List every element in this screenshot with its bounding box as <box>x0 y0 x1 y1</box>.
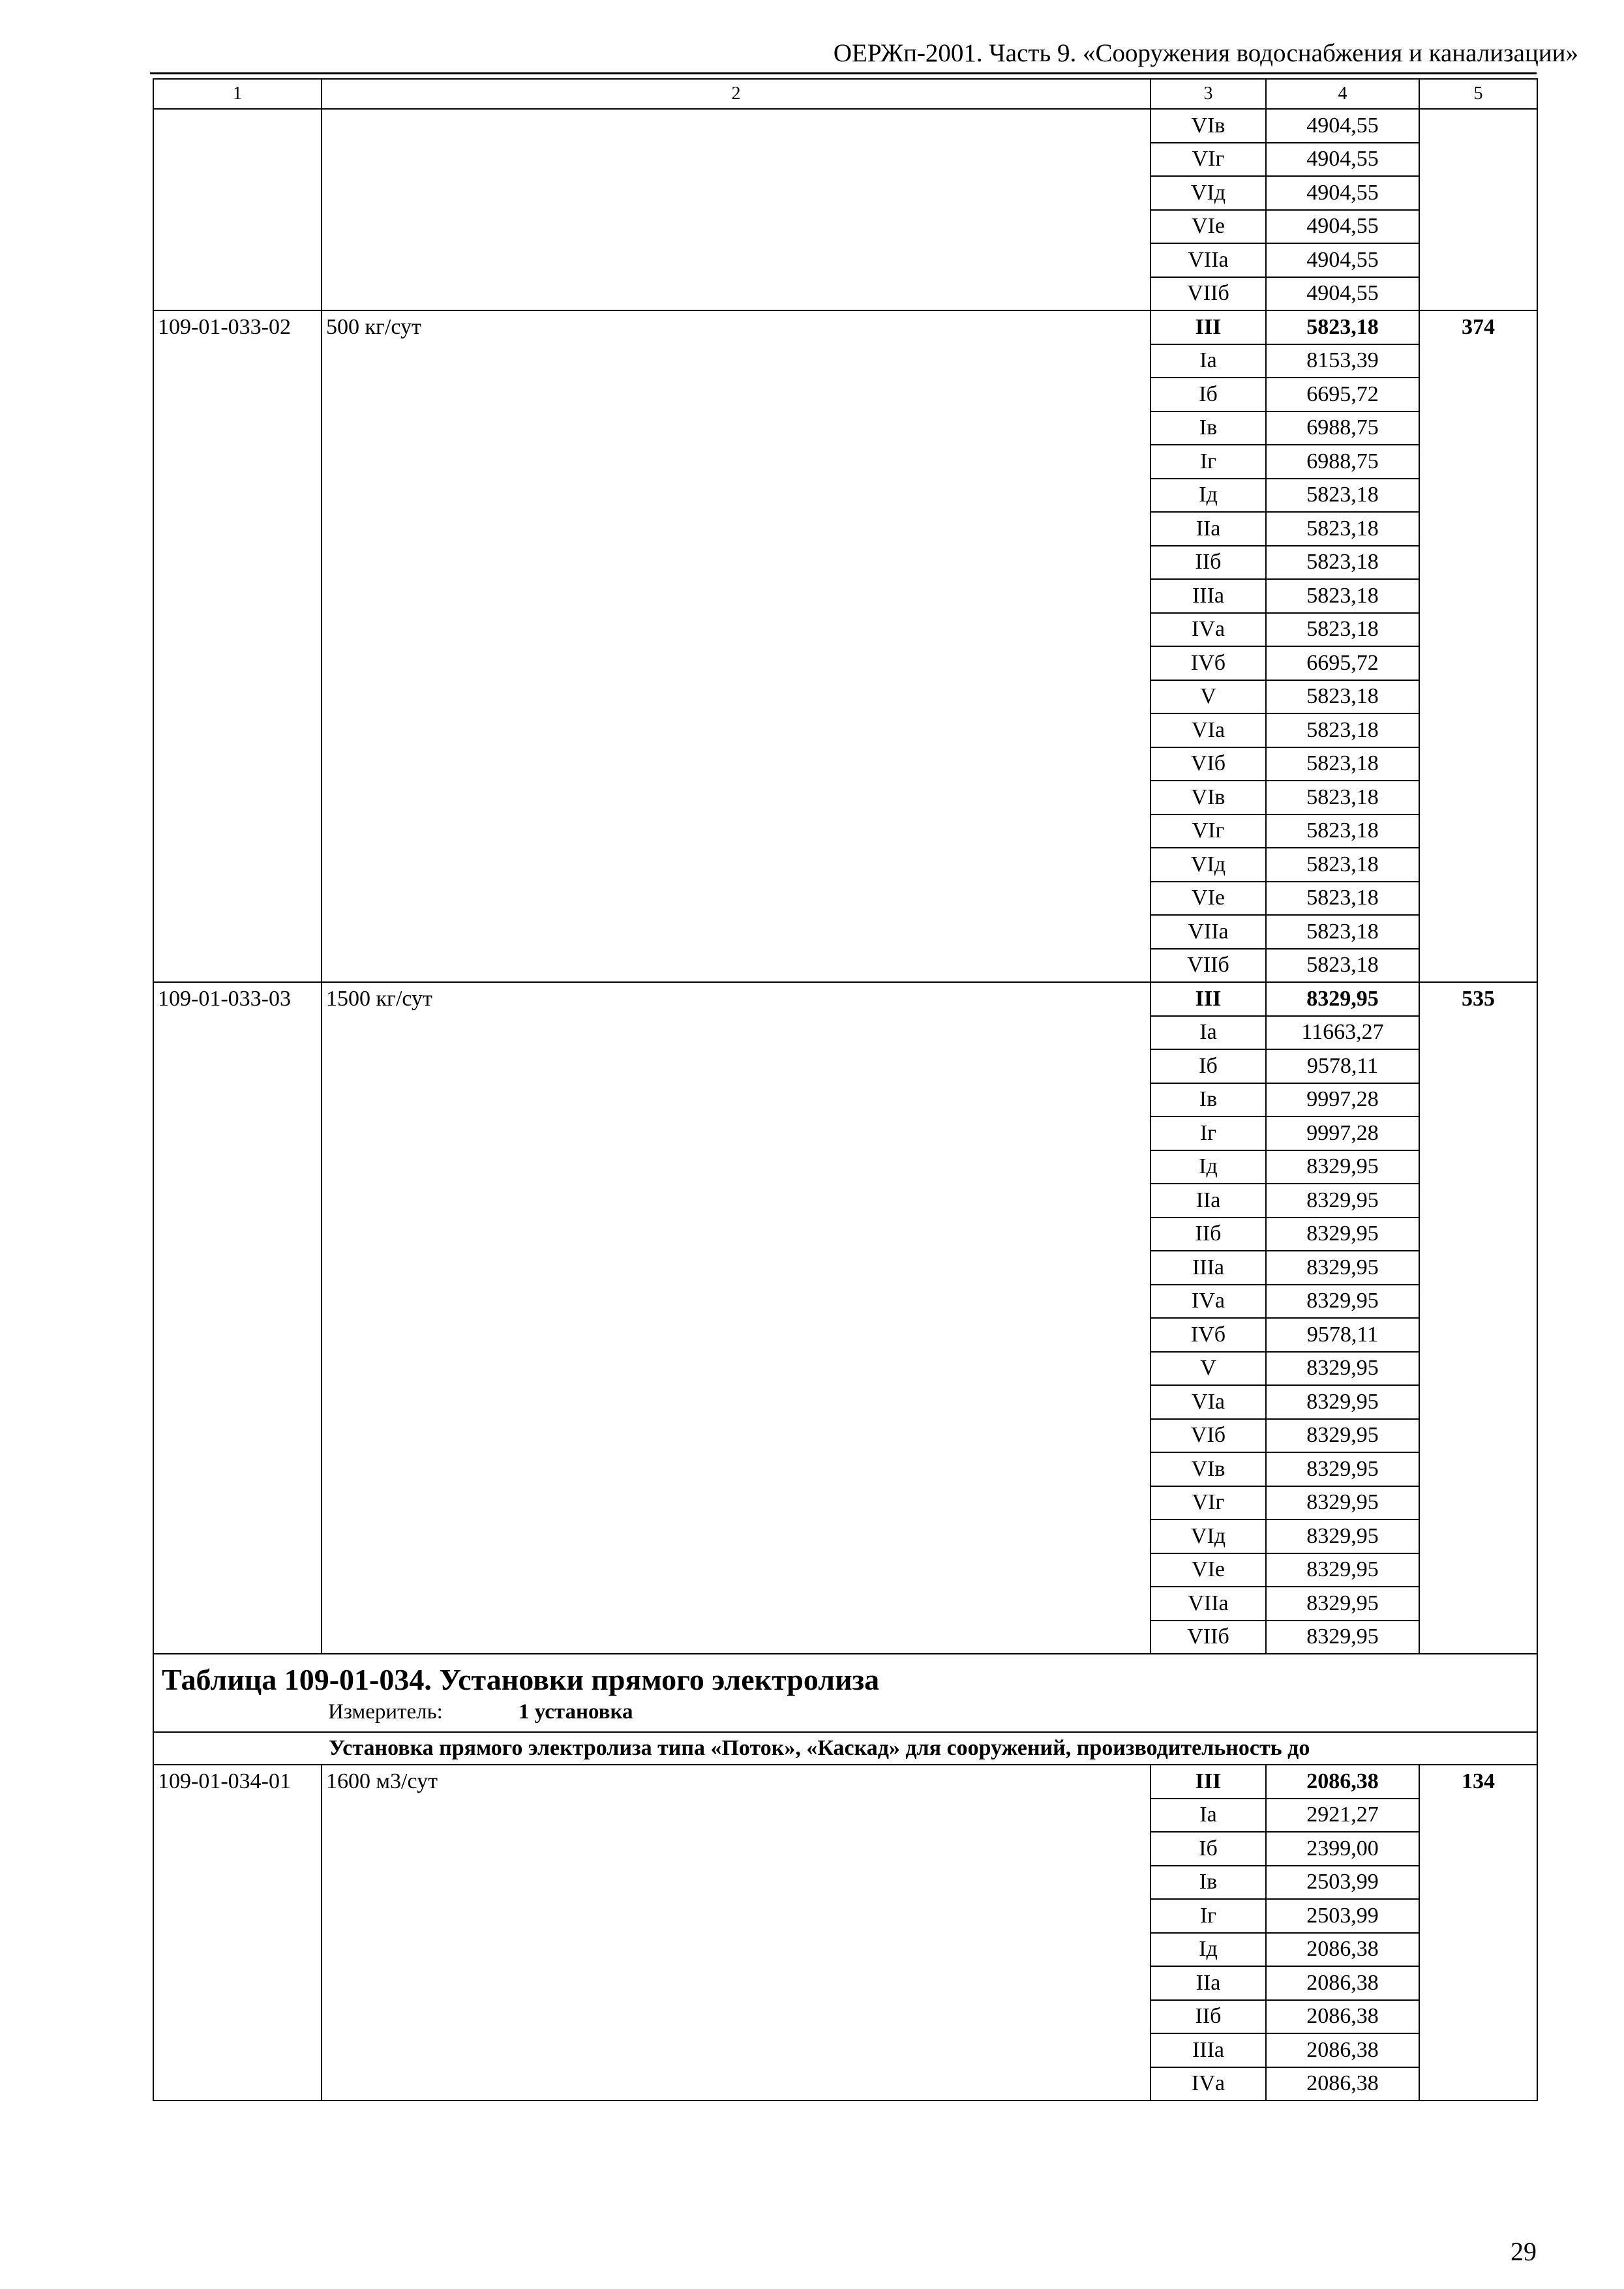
page-header: ОЕРЖп-2001. Часть 9. «Сооружения водоснабжения и канализации» <box>833 39 1578 67</box>
zone-cell: Iв <box>1150 1083 1266 1117</box>
zone-cell: Iг <box>1150 1116 1266 1150</box>
zone-cell: IIIа <box>1150 2033 1266 2067</box>
price-cell: 8329,95 <box>1266 1150 1419 1184</box>
zone-cell: IIб <box>1150 546 1266 580</box>
item-name: 1600 м3/сут <box>322 1765 1150 2101</box>
zone-cell: Iг <box>1150 1899 1266 1933</box>
table-row <box>153 1765 1537 1799</box>
zone-cell: IVа <box>1150 1285 1266 1319</box>
price-cell: 5823,18 <box>1266 815 1419 848</box>
measure-label: Измеритель: <box>328 1700 443 1724</box>
price-cell: 4904,55 <box>1266 109 1419 143</box>
price-cell: 2503,99 <box>1266 1866 1419 1900</box>
price-cell: 5823,18 <box>1266 848 1419 882</box>
price-cell: 5823,18 <box>1266 479 1419 513</box>
price-cell: 8329,95 <box>1266 1486 1419 1520</box>
rates-table-body <box>153 79 1537 2101</box>
price-cell: 5823,18 <box>1266 713 1419 747</box>
price-cell: 4904,55 <box>1266 243 1419 277</box>
zone-cell: VIг <box>1150 1486 1266 1520</box>
price-cell: 5823,18 <box>1266 310 1419 344</box>
price-cell: 2086,38 <box>1266 1765 1419 1799</box>
price-cell: 8329,95 <box>1266 1452 1419 1486</box>
zone-cell: V <box>1150 680 1266 714</box>
zone-cell: VIIа <box>1150 915 1266 949</box>
zone-cell: Iд <box>1150 1933 1266 1967</box>
price-cell: 6988,75 <box>1266 445 1419 479</box>
price-cell: 11663,27 <box>1266 1016 1419 1050</box>
item-name <box>322 109 1150 310</box>
labor-cell: 134 <box>1419 1765 1537 2101</box>
item-name: 1500 кг/сут <box>322 982 1150 1654</box>
price-cell: 5823,18 <box>1266 512 1419 546</box>
item-code: 109-01-033-03 <box>153 982 322 1654</box>
zone-cell: VIв <box>1150 1452 1266 1486</box>
price-cell: 2503,99 <box>1266 1899 1419 1933</box>
price-cell: 8329,95 <box>1266 1352 1419 1386</box>
price-cell: 8329,95 <box>1266 1519 1419 1553</box>
zone-cell: III <box>1150 982 1266 1016</box>
zone-cell: V <box>1150 1352 1266 1386</box>
zone-cell: VIв <box>1150 781 1266 815</box>
price-cell: 4904,55 <box>1266 277 1419 311</box>
price-cell: 8329,95 <box>1266 1385 1419 1419</box>
zone-cell: VIд <box>1150 176 1266 210</box>
zone-cell: III <box>1150 310 1266 344</box>
price-cell: 9578,11 <box>1266 1318 1419 1352</box>
zone-cell: VIIб <box>1150 277 1266 311</box>
item-code <box>153 109 322 310</box>
price-cell: 8329,95 <box>1266 1621 1419 1654</box>
zone-cell: IIIа <box>1150 579 1266 613</box>
item-code: 109-01-034-01 <box>153 1765 322 2101</box>
zone-cell: Iд <box>1150 479 1266 513</box>
zone-cell: Iа <box>1150 344 1266 378</box>
price-cell: 2399,00 <box>1266 1832 1419 1866</box>
labor-cell: 535 <box>1419 982 1537 1654</box>
labor-cell <box>1419 109 1537 310</box>
group-heading-row <box>153 1732 1537 1765</box>
price-cell: 5823,18 <box>1266 613 1419 647</box>
item-name: 500 кг/сут <box>322 310 1150 982</box>
price-cell: 8329,95 <box>1266 1587 1419 1621</box>
zone-cell: Iб <box>1150 1049 1266 1083</box>
zone-cell: IVб <box>1150 646 1266 680</box>
rates-table <box>153 78 1538 2101</box>
zone-cell: VIIа <box>1150 243 1266 277</box>
price-cell: 5823,18 <box>1266 579 1419 613</box>
price-cell: 8153,39 <box>1266 344 1419 378</box>
table-row <box>153 109 1537 143</box>
column-number: 4 <box>1266 79 1419 109</box>
header-rule <box>150 72 1537 74</box>
zone-cell: VIIа <box>1150 1587 1266 1621</box>
zone-cell: VIIб <box>1150 949 1266 983</box>
page-number: 29 <box>1511 2237 1537 2266</box>
price-cell: 8329,95 <box>1266 1251 1419 1285</box>
zone-cell: Iб <box>1150 1832 1266 1866</box>
zone-cell: IIа <box>1150 1966 1266 2000</box>
price-cell: 8329,95 <box>1266 1553 1419 1587</box>
price-cell: 8329,95 <box>1266 1419 1419 1453</box>
table-title-row <box>153 1654 1537 1732</box>
zone-cell: IVа <box>1150 613 1266 647</box>
price-cell: 9997,28 <box>1266 1116 1419 1150</box>
price-cell: 5823,18 <box>1266 882 1419 916</box>
price-cell: 5823,18 <box>1266 680 1419 714</box>
price-cell: 8329,95 <box>1266 1285 1419 1319</box>
zone-cell: IVа <box>1150 2067 1266 2101</box>
price-cell: 6695,72 <box>1266 646 1419 680</box>
price-cell: 2086,38 <box>1266 2033 1419 2067</box>
price-cell: 2086,38 <box>1266 1966 1419 2000</box>
zone-cell: VIе <box>1150 210 1266 244</box>
column-number: 5 <box>1419 79 1537 109</box>
zone-cell: Iг <box>1150 445 1266 479</box>
zone-cell: VIв <box>1150 109 1266 143</box>
price-cell: 5823,18 <box>1266 949 1419 983</box>
zone-cell: Iа <box>1150 1016 1266 1050</box>
zone-cell: Iв <box>1150 1866 1266 1900</box>
zone-cell: IIа <box>1150 512 1266 546</box>
zone-cell: VIг <box>1150 815 1266 848</box>
zone-cell: Iб <box>1150 378 1266 411</box>
price-cell: 6695,72 <box>1266 378 1419 411</box>
price-cell: 5823,18 <box>1266 915 1419 949</box>
price-cell: 5823,18 <box>1266 781 1419 815</box>
zone-cell: Iа <box>1150 1799 1266 1833</box>
zone-cell: VIг <box>1150 143 1266 177</box>
group-heading: Установка прямого электролиза типа «Поток», «Каскад» для сооружений, производительность до <box>153 1732 1537 1765</box>
price-cell: 2086,38 <box>1266 2067 1419 2101</box>
zone-cell: VIа <box>1150 1385 1266 1419</box>
zone-cell: IIб <box>1150 2000 1266 2034</box>
price-cell: 5823,18 <box>1266 546 1419 580</box>
price-cell: 8329,95 <box>1266 1184 1419 1218</box>
price-cell: 2921,27 <box>1266 1799 1419 1833</box>
measure-value: 1 установка <box>519 1700 633 1724</box>
price-cell: 9578,11 <box>1266 1049 1419 1083</box>
labor-cell: 374 <box>1419 310 1537 982</box>
zone-cell: Iв <box>1150 411 1266 445</box>
zone-cell: VIб <box>1150 747 1266 781</box>
zone-cell: VIе <box>1150 882 1266 916</box>
zone-cell: VIIб <box>1150 1621 1266 1654</box>
column-number-row <box>153 79 1537 109</box>
table-row <box>153 982 1537 1016</box>
price-cell: 9997,28 <box>1266 1083 1419 1117</box>
column-number: 3 <box>1150 79 1266 109</box>
price-cell: 4904,55 <box>1266 143 1419 177</box>
column-number: 1 <box>153 79 322 109</box>
zone-cell: IIб <box>1150 1218 1266 1251</box>
price-cell: 8329,95 <box>1266 1218 1419 1251</box>
price-cell: 8329,95 <box>1266 982 1419 1016</box>
price-cell: 4904,55 <box>1266 176 1419 210</box>
measure-line <box>162 1699 1537 1725</box>
table-row <box>153 310 1537 344</box>
column-number: 2 <box>322 79 1150 109</box>
price-cell: 2086,38 <box>1266 1933 1419 1967</box>
zone-cell: VIа <box>1150 713 1266 747</box>
zone-cell: IIа <box>1150 1184 1266 1218</box>
zone-cell: Iд <box>1150 1150 1266 1184</box>
zone-cell: VIд <box>1150 1519 1266 1553</box>
zone-cell: III <box>1150 1765 1266 1799</box>
price-cell: 2086,38 <box>1266 2000 1419 2034</box>
table-title-cell <box>153 1654 1537 1732</box>
item-code: 109-01-033-02 <box>153 310 322 982</box>
zone-cell: VIд <box>1150 848 1266 882</box>
zone-cell: VIб <box>1150 1419 1266 1453</box>
zone-cell: VIе <box>1150 1553 1266 1587</box>
price-cell: 4904,55 <box>1266 210 1419 244</box>
price-cell: 6988,75 <box>1266 411 1419 445</box>
zone-cell: IVб <box>1150 1318 1266 1352</box>
zone-cell: IIIа <box>1150 1251 1266 1285</box>
price-cell: 5823,18 <box>1266 747 1419 781</box>
table-title: Таблица 109-01-034. Установки прямого электролиза <box>162 1663 880 1696</box>
